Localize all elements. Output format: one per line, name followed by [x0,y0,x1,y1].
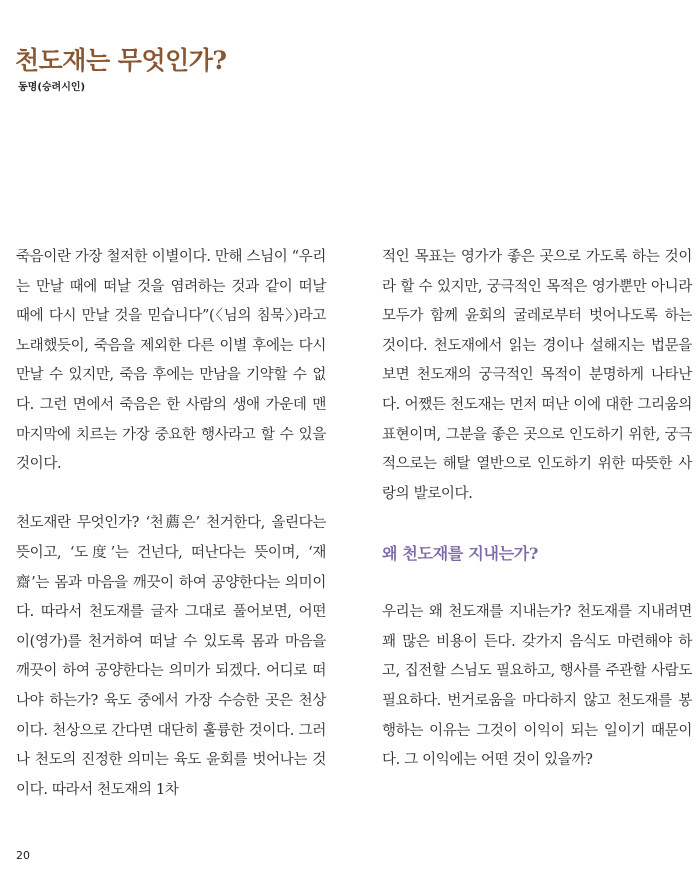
body-paragraph: 우리는 왜 천도재를 지내는가? 천도재를 지내려면 꽤 많은 비용이 든다. 갖가지 음식도 마련해야 하고, 집전할 스님도 필요하고, 행사를 주관할 사람도 필요하다. 번거로움을 마다하지 않고 천도재를 봉행하는 이유는 그것이 이익이 되는 일이기 때문이다. 그 이익에는 어떤 것이 있을까? [382,604,692,769]
right-column [382,243,692,776]
article-title: 천도재는 무엇인가? [15,45,227,75]
section-subheading: 왜 천도재를 지내는가? [382,543,539,563]
body-paragraph: 천도재란 무엇인가? ‘천薦은’ 천거한다, 올린다는 뜻이고, ‘도度’는 건넌다, 떠난다는 뜻이며, ‘재齋’는 몸과 마음을 깨끗이 하여 공양한다는 의미이다. 따라서 천도재를 글자 그대로 풀어보면, 어떤 이(영가)를 천거하여 떠날 수 있도록 몸과 마음을 깨끗이 하여 공양한다는 의미가 되겠다. 어디로 떠나야 하는가? 육도 중에서 가장 수승한 곳은 천상이다. 천상으로 간다면 대단히 훌륭한 것이다. 그러나 천도의 진정한 의미는 육도 윤회를 벗어나는 것이다. 따라서 천도재의 1차 [16,515,326,798]
body-paragraph: 죽음이란 가장 철저한 이별이다. 만해 스님이 “우리는 만날 때에 떠날 것을 염려하는 것과 같이 떠날 때에 다시 만날 것을 믿습니다”(〈님의 침묵〉)라고 노래했듯이, 죽음을 제외한 다른 이별 후에는 다시 만날 수 있지만, 죽음 후에는 만남을 기약할 수 없다. 그런 면에서 죽음은 한 사람의 생애 가운데 맨 마지막에 치르는 가장 중요한 행사라고 할 수 있을 것이다. [16,249,327,473]
left-column [16,243,326,805]
body-paragraph: 적인 목표는 영가가 좋은 곳으로 가도록 하는 것이라 할 수 있지만, 궁극적인 목적은 영가뿐만 아니라 모두가 함께 윤회의 굴레로부터 벗어나도록 하는 것이다. 천도재에서 읽는 경이나 설해지는 법문을 보면 천도재의 궁극적인 목적이 분명하게 나타난다. 어쨌든 천도재는 먼저 떠난 이에 대한 그리움의 표현이며, 그분을 좋은 곳으로 인도하기 위한, 궁극적으로는 해탈 열반으로 인도하기 위한 따뜻한 사랑의 발로이다. [382,249,692,502]
author-byline: 동명(승려시인) [18,82,86,93]
page-number: 20 [16,849,30,862]
